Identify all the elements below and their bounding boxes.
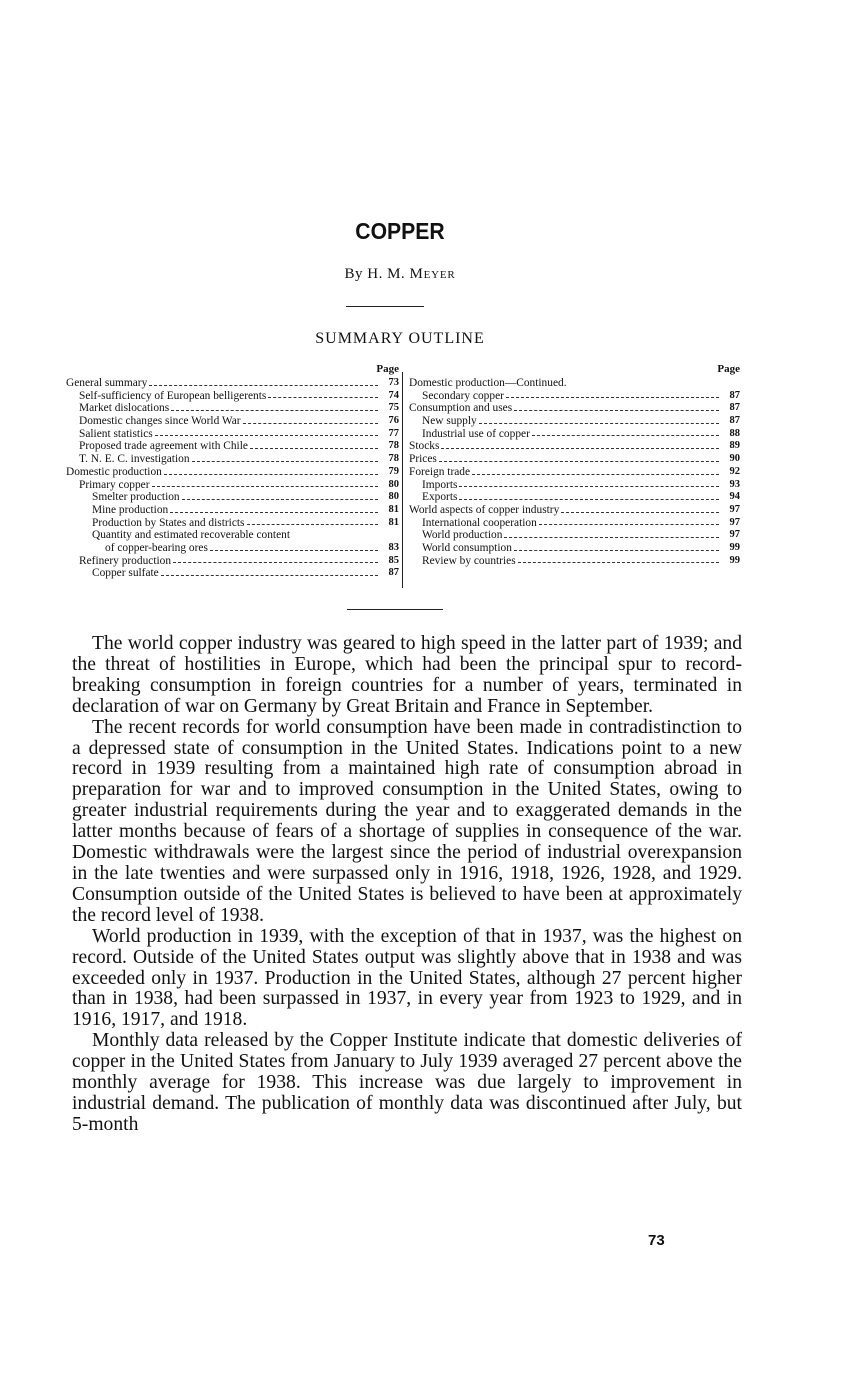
- toc-leader-dots: [152, 479, 378, 488]
- toc-entry-label: Prices: [409, 453, 437, 466]
- toc-entry-label: Smelter production: [92, 491, 180, 504]
- toc-leader-dots: [472, 466, 719, 475]
- toc-leader-dots: [459, 491, 719, 500]
- toc-entry-page: 90: [729, 453, 740, 465]
- toc-leader-dots: [149, 377, 378, 386]
- toc-entry-page: 83: [388, 541, 399, 553]
- body-paragraph: Monthly data released by the Copper Institute indicate that domestic deliveries of copper in the United States from January to July 1939 averaged 27 percent above the monthly average for 1938. This increase was due largely to improvement in industrial demand. The publication of monthly data was discontinued after July, but 5-month: [72, 1030, 742, 1135]
- toc-entry-label: World consumption: [422, 541, 512, 554]
- toc-entry-page: 97: [729, 503, 740, 515]
- toc-entry: [66, 415, 399, 428]
- toc-entry-page: 81: [388, 516, 399, 528]
- toc-entry-page: 78: [388, 453, 399, 465]
- outline-title: SUMMARY OUTLINE: [315, 330, 485, 347]
- toc-entry: [409, 517, 740, 530]
- toc-entry: [409, 555, 740, 568]
- toc-entry-page: 76: [388, 415, 399, 427]
- toc-entry-label: Domestic changes since World War: [79, 415, 241, 428]
- toc-entry: [66, 542, 399, 555]
- toc-entry-label: Stocks: [409, 440, 440, 453]
- toc-entry: [409, 415, 740, 428]
- author-name: MEYER: [409, 266, 456, 282]
- toc-entry: [66, 567, 399, 580]
- toc-entry-page: 87: [729, 415, 740, 427]
- author-line: [0, 266, 800, 283]
- toc-entry-label: General summary: [66, 377, 148, 389]
- toc-leader-dots: [539, 517, 719, 526]
- toc-leader-dots: [268, 390, 378, 399]
- toc-entry-page: 75: [388, 402, 399, 414]
- toc-entry-label: Industrial use of copper: [422, 427, 530, 440]
- toc-entry-label: Domestic production—Continued.: [409, 377, 567, 389]
- toc-entry-label: Proposed trade agreement with Chile: [79, 440, 248, 453]
- toc-entry: [409, 377, 740, 390]
- toc-entry: [409, 402, 740, 415]
- toc-entry-label: Review by countries: [422, 554, 516, 567]
- toc-leader-dots: [441, 440, 719, 449]
- body-text: [72, 634, 742, 1136]
- toc-entry: [66, 390, 399, 403]
- toc-entry-label: New supply: [422, 415, 477, 428]
- toc-entry-page: 93: [729, 478, 740, 490]
- toc-leader-dots: [173, 555, 378, 564]
- toc-entry-page: 79: [388, 465, 399, 477]
- toc-entry: [409, 491, 740, 504]
- toc-entry: [409, 466, 740, 479]
- toc-leader-dots: [532, 428, 719, 437]
- toc-entry-page: 92: [729, 465, 740, 477]
- toc-entry: [66, 453, 399, 466]
- toc-leader-dots: [506, 390, 719, 399]
- toc-entry: [66, 479, 399, 492]
- toc-entry-label: International cooperation: [422, 516, 537, 529]
- toc-entry-label: Foreign trade: [409, 465, 471, 478]
- toc-entry-page: 87: [729, 402, 740, 414]
- outline-end-rule: [347, 609, 443, 610]
- toc-entry-page: 73: [388, 377, 399, 388]
- toc-leader-dots: [514, 542, 719, 551]
- toc-right-column: [409, 363, 740, 567]
- title-rule: [346, 306, 424, 307]
- toc-entry-label: Secondary copper: [422, 389, 504, 402]
- toc-entry: [66, 491, 399, 504]
- toc-entry-page: 97: [729, 529, 740, 541]
- toc-leader-dots: [247, 517, 379, 526]
- author-prefix: By H. M.: [344, 266, 410, 282]
- toc-entry: [409, 504, 740, 517]
- toc-entry-page: 87: [729, 389, 740, 401]
- toc-entry-label: of copper-bearing ores: [105, 541, 208, 554]
- toc-entry: [409, 428, 740, 441]
- toc-entry-label: Copper sulfate: [92, 567, 159, 580]
- toc-leader-dots: [569, 377, 719, 386]
- toc-entry-label: Domestic production: [66, 465, 162, 478]
- toc-divider: [402, 372, 403, 588]
- toc-entry-page: 89: [729, 440, 740, 452]
- toc-entry-label: Self-sufficiency of European belligerents: [79, 389, 267, 402]
- toc-entry-page: 99: [729, 541, 740, 553]
- toc-leader-dots: [243, 415, 378, 424]
- toc-entry-label: Production by States and districts: [92, 516, 245, 529]
- toc-entry: [66, 428, 399, 441]
- toc-leader-dots: [170, 504, 378, 513]
- toc-entry-label: Consumption and uses: [409, 402, 513, 415]
- toc-entry: [409, 390, 740, 403]
- toc-leader-dots: [192, 453, 378, 462]
- page-number: 73: [648, 1232, 665, 1249]
- toc-entry-page: 97: [729, 516, 740, 528]
- toc-entry: [409, 529, 740, 542]
- toc-entry: [66, 377, 399, 390]
- toc-leader-dots: [459, 479, 719, 488]
- body-paragraph: The world copper industry was geared to high speed in the latter part of 1939; and the threat of hostilities in Europe, which had been the principal spur to record-breaking consumption in foreign countries for a number of years, terminated in declaration of war on Germany by Great Britain and France in September.: [72, 633, 742, 717]
- toc-entry: [409, 440, 740, 453]
- toc-entry-page: 80: [388, 478, 399, 490]
- toc-leader-dots: [210, 542, 378, 551]
- toc-leader-dots: [155, 428, 378, 437]
- toc-entry-page: 77: [388, 427, 399, 439]
- toc-entry-page: 99: [729, 554, 740, 566]
- toc-leader-dots: [479, 415, 719, 424]
- toc-leader-dots: [561, 504, 719, 513]
- toc-entry: [409, 479, 740, 492]
- toc-entry-label: Primary copper: [79, 478, 150, 491]
- toc-entry-page: 81: [388, 503, 399, 515]
- toc-entry-page: [722, 377, 740, 390]
- page-title: COPPER: [355, 218, 445, 244]
- toc-entry: [66, 402, 399, 415]
- toc-entry-page: [381, 529, 399, 542]
- toc-entry-label: Mine production: [92, 503, 169, 516]
- toc-entry: [409, 542, 740, 555]
- toc-leader-dots: [164, 466, 378, 475]
- toc-leader-dots: [504, 529, 719, 538]
- toc-entry: [66, 555, 399, 568]
- toc-entry-label: Refinery production: [79, 554, 172, 567]
- toc-left-column: [66, 363, 399, 580]
- toc-entry-page: 94: [729, 491, 740, 503]
- toc-entry-label: T. N. E. C. investigation: [79, 453, 190, 466]
- toc-entry: [66, 529, 399, 542]
- body-paragraph: The recent records for world consumption have been made in contradistinction to a depressed state of consumption in the United States. Indications point to a new record in 1939 resulting from a maintained high rate of consumption abroad in preparation for war and to improved consumption in the United States, owing to greater industrial requirements during the year and to exaggerated demands in the latter months because of fears of a shortage of supplies in consequence of the war. Domestic withdrawals were the largest since the period of industrial overexpansion in the late twenties and were surpassed only in 1916, 1918, 1926, 1928, and 1929. Consumption outside of the United States is believed to have been at approximately the record level of 1938.: [72, 716, 742, 926]
- body-paragraph: World production in 1939, with the exception of that in 1937, was the highest on record. Outside of the United States output was slightly above that in 1938 and was exceeded only in 1937. Production in the United States, although 27 percent higher than in 1938, had been surpassed in 1937, in every year from 1923 to 1929, and in 1916, 1917, and 1918.: [72, 925, 742, 1031]
- toc-entry: [66, 440, 399, 453]
- toc-leader-dots: [514, 402, 719, 411]
- toc-leader-dots: [161, 567, 378, 576]
- toc-leader-dots: [182, 491, 378, 500]
- toc-entry-page: 88: [729, 427, 740, 439]
- toc-entry-label: World aspects of copper industry: [409, 503, 560, 516]
- toc-entry: [409, 453, 740, 466]
- toc-entry-label: Imports: [422, 478, 458, 491]
- toc-entry-label: World production: [422, 529, 503, 542]
- toc-entry: [66, 517, 399, 530]
- toc-entry-label: Market dislocations: [79, 402, 170, 415]
- toc-leader-dots: [439, 453, 719, 462]
- toc-entry-label: Quantity and estimated recoverable content: [92, 529, 290, 542]
- toc-leader-dots: [518, 555, 719, 564]
- toc-entry-label: Salient statistics: [79, 427, 153, 440]
- toc-entry-label: Exports: [422, 491, 458, 504]
- toc-left-page-header: Page: [376, 363, 399, 375]
- toc-leader-dots: [292, 529, 378, 538]
- toc-entry-page: 78: [388, 440, 399, 452]
- toc-entry-page: 87: [388, 567, 399, 579]
- toc-entry-page: 80: [388, 491, 399, 503]
- toc-right-page-header: Page: [717, 363, 740, 375]
- toc-leader-dots: [171, 402, 378, 411]
- toc-entry: [66, 466, 399, 479]
- toc-leader-dots: [250, 440, 378, 449]
- toc-entry: [66, 504, 399, 517]
- toc-entry-page: 74: [388, 389, 399, 401]
- toc-entry-page: 85: [388, 554, 399, 566]
